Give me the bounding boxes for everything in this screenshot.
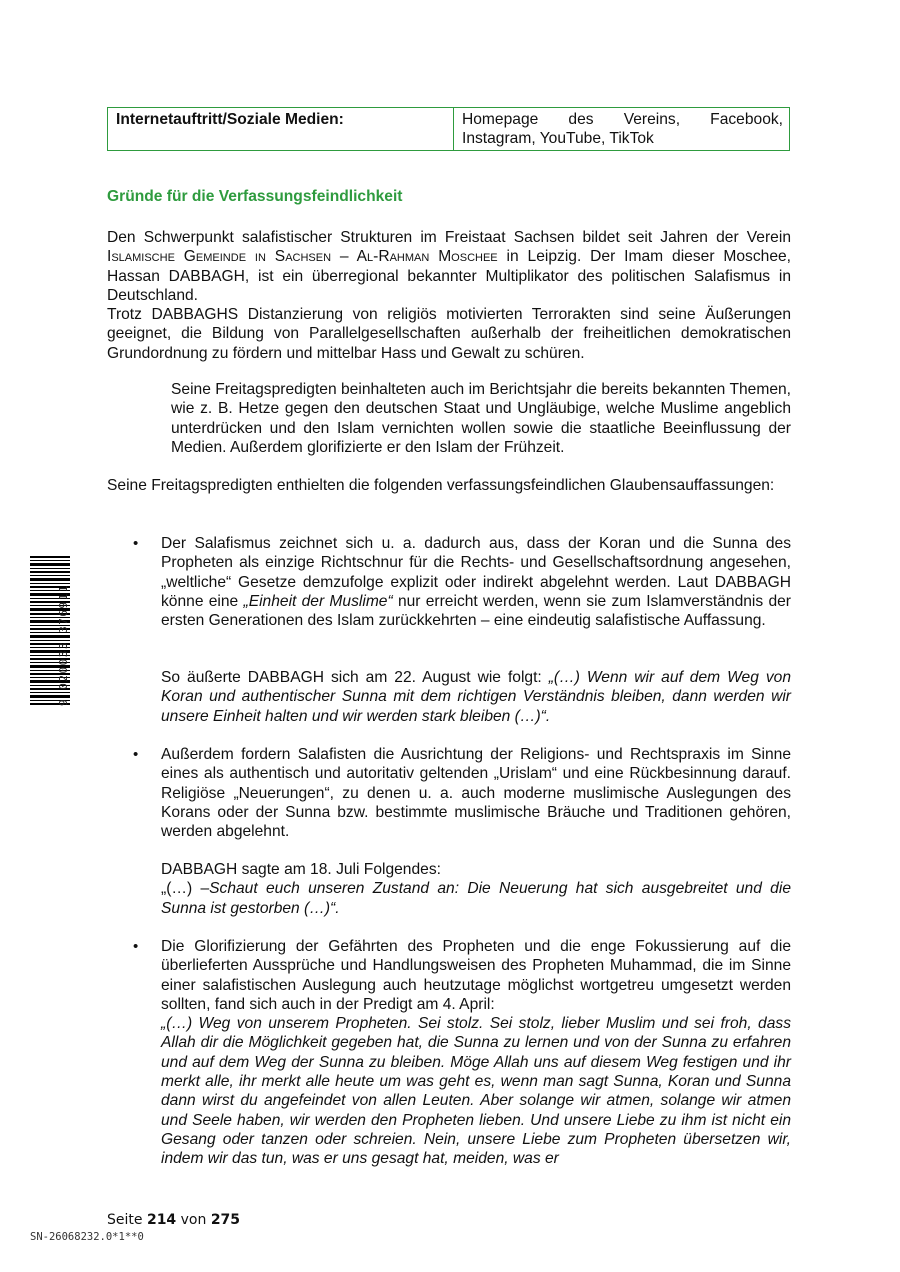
quote-text: „(…) Weg von unserem Propheten. Sei stolz. Sei stolz, lieber Muslim und sei froh, dass Allah dir die Möglichkeit gegeben hat, die Sunna zu lernen und von der Sunna zu erfahren und auf dem Weg der Sunna zu bleiben. Möge Allah uns auf diesem Weg festigen und ihr merkt alle, ihr merkt alle heute um was geht es, wenn man sagt Sunna, Koran und Sunna dann wirst du angefeindet von allen Leuten. Aber solange wir atmen, solange wir atmen und Seele haben, wir werden den Propheten lieben. Und unsere Liebe zu ihm ist nicht ein Gesang oder tanzen oder schreien. Nein, unsere Liebe zum Propheten übersetzen wir, indem wir das tun, was er uns gesagt hat, meiden, was er — [161, 1015, 791, 1168]
quote-intro: So äußerte DABBAGH sich am 22. August wie folgt: — [161, 669, 549, 686]
table-row — [108, 108, 790, 151]
bullet-1-quote — [161, 668, 791, 726]
document-code: SN-26068232.0*1**0 — [30, 1231, 144, 1243]
bullet-text: Die Glorifizierung der Gefährten des Propheten und die enge Fokussierung auf die überlieferten Aussprüche und Handlungsweisen des Propheten Muhammad, die im Sinne einer salafistischen Auslegung auch heutzutage möglichst wortgetreu umgesetzt werden sollten, fand sich auch in der Predigt am 4. April: — [161, 938, 791, 1013]
bullet-marker: • — [133, 938, 139, 955]
table-key: Internetauftritt/Soziale Medien: — [108, 108, 454, 151]
paragraph-text: in Leipzig. Der Imam dieser Moschee, Hassan DABBAGH, ist ein überregional bekannter Multiplikator des politischen Salafismus in Deutschland. — [107, 248, 791, 304]
organization-name: Islamische Gemeinde in Sachsen – Al-Rahman Moschee — [107, 248, 498, 266]
quote-text: Schaut euch unseren Zustand an: Die Neuerung hat sich ausgebreitet und die Sunna ist gestorben (…)“. — [161, 880, 791, 917]
bullet-2-quote — [161, 860, 791, 918]
quote-intro: DABBAGH sagte am 18. Juli Folgendes: — [161, 861, 441, 878]
paragraph-text: Trotz DABBAGHS Distanzierung von religiös motivierten Terrorakten sind seine Äußerungen geeignet, die Bildung von Parallelgesellschaften außerhalb der freiheitlichen demokratischen Grundordnung zu fördern und mittelbar Hass und Gewalt zu schüren. — [107, 306, 791, 362]
indented-block: Seine Freitagspredigten beinhalteten auch im Berichtsjahr die bereits bekannten Themen, wie z. B. Hetze gegen den deutschen Staat und Ungläubige, welche Muslime angeblich unterdrücken und den Islam vernichten wollen sowie die staatliche Beeinflussung der Medien. Außerdem glorifizierte er den Islam der Frühzeit. — [171, 381, 791, 456]
intro-paragraph: Seine Freitagspredigten enthielten die folgenden verfassungsfeindlichen Glaubensauffassungen: — [107, 477, 775, 494]
page-label: Seite — [107, 1212, 147, 1228]
bullet-text: Der Salafismus zeichnet sich u. a. dadurch aus, dass der Koran und die Sunna des Propheten als einzige Richtschnur für die Rechts- und Gesellschaftsordnung angesehen, „weltliche“ Gesetze demzufolge explizit oder indirekt abgelehnt werden. Laut DABBAGH könne eine — [161, 535, 791, 610]
bullet-marker: • — [133, 746, 139, 763]
section-heading: Gründe für die Verfassungsfeindlichkeit — [107, 188, 403, 205]
bullet-text: nur erreicht werden, wenn sie zum Islamverständnis der ersten Generationen des Islam zurückkehrten – eine eindeutig salafistische Auffassung. — [161, 592, 791, 630]
quote-text: „(…) Wenn wir auf dem Weg von Koran und authentischer Sunna mit dem richtigen Verständnis bleiben, dann werden wir unsere Einheit halten und wir werden stark bleiben (…)“. — [161, 669, 791, 725]
bullet-item-1 — [161, 534, 791, 630]
barcode-digits: 9 020033 376911 — [57, 584, 70, 706]
page-separator: von — [176, 1212, 211, 1228]
paragraph-intro — [107, 228, 791, 363]
total-pages: 275 — [210, 1212, 241, 1228]
bullet-marker: • — [133, 535, 139, 552]
current-page: 214 — [146, 1212, 177, 1228]
bullet-item-3 — [161, 937, 791, 1169]
paragraph-text: Den Schwerpunkt salafistischer Strukturen im Freistaat Sachsen bildet seit Jahren der Verein — [107, 229, 791, 246]
bullet-emphasis: „Einheit der Muslime“ — [243, 592, 393, 610]
quote-prefix: „(…) – — [161, 880, 210, 898]
info-table — [107, 107, 790, 151]
bullet-item-2: Außerdem fordern Salafisten die Ausrichtung der Religions- und Rechtspraxis im Sinne eines als authentisch und autoritativ geltenden „Urislam“ und eine Rückbesinnung darauf. Religiöse „Neuerungen“, zu denen u. a. auch moderne muslimische Auslegungen des Korans oder der Sunna bzw. bestimmte muslimische Bräuche und Traditionen gehören, werden abgelehnt. — [161, 746, 791, 841]
table-value: Homepage des Vereins, Facebook, Instagram, YouTube, TikTok — [454, 108, 790, 151]
